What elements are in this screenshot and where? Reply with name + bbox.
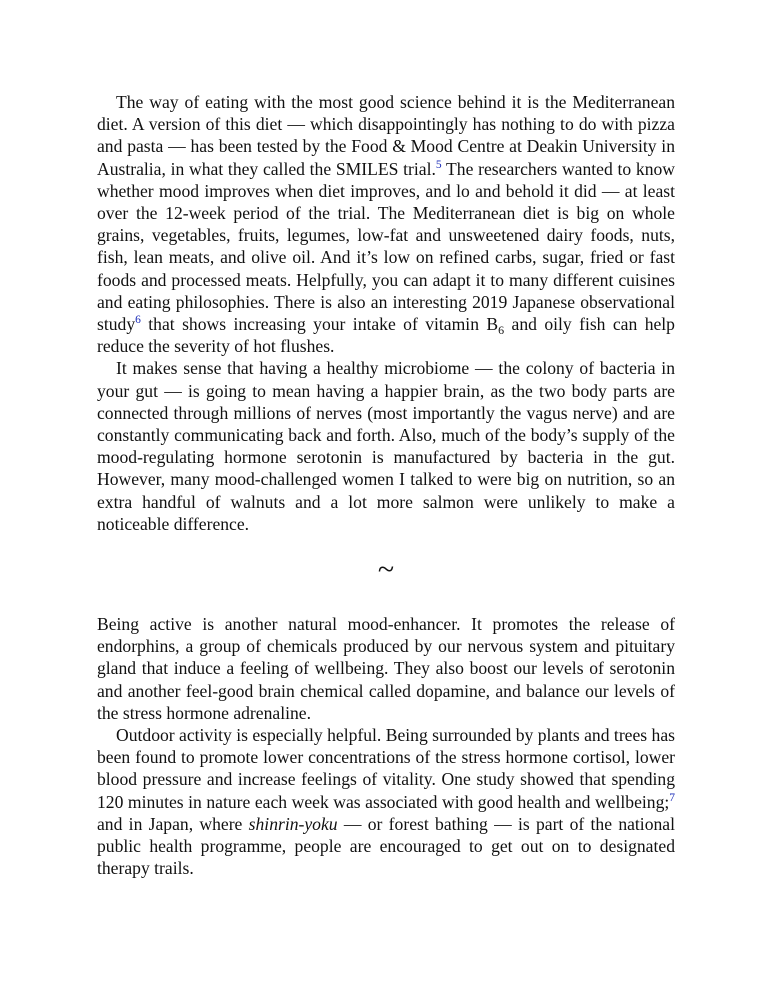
paragraph-text: and in Japan, where xyxy=(97,813,249,834)
paragraph-mediterranean-diet xyxy=(97,91,675,357)
footnote-marker-6[interactable]: 6 xyxy=(135,314,141,327)
paragraph-text: — or forest bathing — is part of the national public health programme, people are encouraged to get out on to designated therapy trails. xyxy=(97,813,675,879)
paragraph-outdoor-activity xyxy=(97,724,675,879)
subscript-6: 6 xyxy=(498,323,505,338)
paragraph-text: The way of eating with the most good science behind it is the Mediterranean diet. A version of this diet — which disappointingly has nothing to do with pizza and pasta — has been tested by the Food & Mood Centre at Deakin University in Australia, in what they called the SMILES trial. xyxy=(97,92,675,179)
footnote-marker-7[interactable]: 7 xyxy=(669,791,675,804)
paragraph-text: that shows increasing your intake of vitamin B xyxy=(140,314,499,335)
paragraph-microbiome: It makes sense that having a healthy microbiome — the colony of bacteria in your gut — is going to mean having a happier brain, as the two body parts are connected through millions of nerves (most importantly the vagus nerve) and are constantly communicating back and forth. Also, much of the body’s supply of the mood-regulating hormone serotonin is manufactured by bacteria in the gut. However, many mood-challenged women I talked to were big on nutrition, so an extra handful of walnuts and a lot more salmon were unlikely to make a noticeable difference. xyxy=(97,358,675,534)
paragraph-text: The researchers wanted to know whether mood improves when diet improves, and lo and behold it did — at least over the 12-week period of the trial. The Mediterranean diet is big on whole grains, vegetables, fruits, legumes, low-fat and unsweetened dairy foods, nuts, fish, lean meats, and olive oil. And it’s low on refined carbs, sugar, fried or fast foods and processed meats. Helpfully, you can adapt it to many different cuisines and eating philosophies. There is also an interesting 2019 Japanese observational study xyxy=(97,158,675,335)
italic-term-shinrin-yoku: shinrin-yoku xyxy=(248,813,338,834)
footnote-marker-5[interactable]: 5 xyxy=(435,158,442,171)
paragraph-text: and oily fish can help reduce the severity of hot flushes. xyxy=(97,314,675,357)
section-break-tilde: ~ xyxy=(377,553,395,587)
paragraph-being-active: Being active is another natural mood-enhancer. It promotes the release of endorphins, a group of chemicals produced by our nervous system and pituitary gland that induce a feeling of wellbeing. They also boost our levels of serotonin and another feel-good brain chemical called dopamine, and balance our levels of the stress hormone adrenaline. xyxy=(97,614,675,723)
page-body xyxy=(97,91,675,880)
paragraph-text: Outdoor activity is especially helpful. Being surrounded by plants and trees has been found to promote lower concentrations of the stress hormone cortisol, lower blood pressure and increase feelings of vitality. One study showed that spending 120 minutes in nature each week was associated with good health and wellbeing; xyxy=(97,725,675,812)
